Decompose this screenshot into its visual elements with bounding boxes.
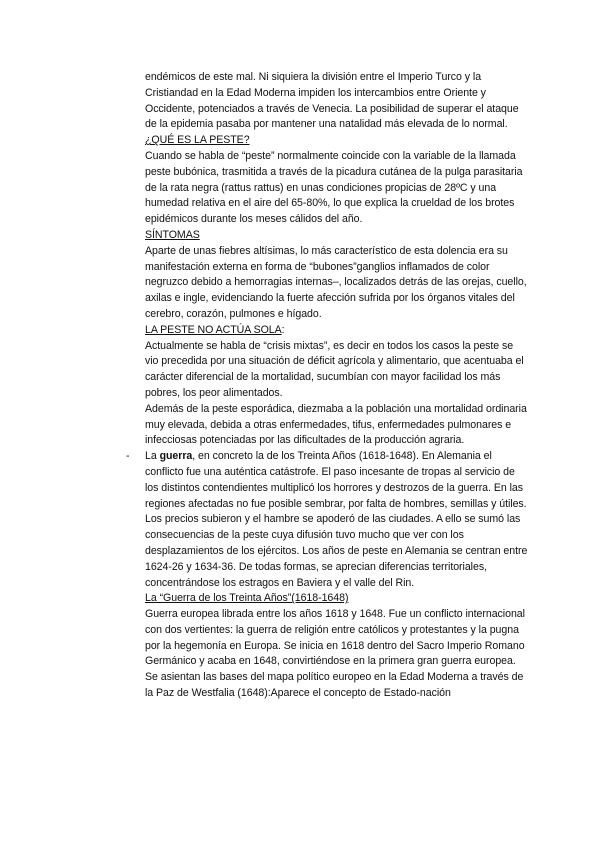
intro-paragraph: endémicos de este mal. Ni siquiera la división entre el Imperio Turco y la Cristiandad en la Edad Moderna impiden los intercambios entre Oriente y Occidente, potenciados a través de Venecia. La posibilidad de superar el ataque de la epidemia pasaba por mantener una natalidad más elevada de lo normal. — [145, 71, 519, 131]
paragraph-que-es-la-peste: Cuando se habla de “peste” normalmente coincide con la variable de la llamada peste bubónica, trasmitida a través de la picadura cutánea de la pulga parasitaria de la rata negra (rattus rattus) en unas condiciones propicias de 28ºC y una humedad relativa en el aire del 65-80%, lo que explica la crueldad de los brotes epidémicos durante los meses cálidos del año. — [145, 149, 523, 226]
heading-que-es-la-peste: ¿QUÉ ES LA PESTE? — [145, 134, 250, 147]
bullet-text: , en concreto la de los Treinta Años (1618-1648). En Alemania el conflicto fue una auténtica catástrofe. El paso incesante de tropas al servicio de los distintos contendientes multiplicó los horrores y destrozos de la guerra. En las regiones afectadas no fue posible sembrar, por falta de hombres, semillas y útiles. Los precios subieron y el hambre se apoderó de las ciudades. A ello se sumó las consecuencias de la peste cuya difusión tuvo mucho que ver con los desplazamientos de los ejércitos. Los años de peste en Alemania se centran entre 1624-26 y 1634-36. De todas formas, se aprecian diferencias territoriales, concentrándose los estragos en Baviera y el valle del Rin. — [145, 450, 528, 589]
bullet-prefix: La — [145, 450, 160, 463]
paragraph-guerra-treinta-anos: Guerra europea librada entre los años 1618 y 1648. Fue un conflicto internacional con dos vertientes: la guerra de religión entre católicos y protestantes y la pugna por la hegemonía en Europa. Se inicia en 1618 dentro del Sacro Imperio Romano Germánico y acaba en 1648, convirtiéndose en la primera gran guerra europea. Se asientan las bases del mapa político europeo en la Edad Moderna a través de la Paz de Westfalia (1648):Aparece el concepto de Estado-nación — [145, 608, 525, 700]
heading-colon: : — [281, 323, 285, 336]
paragraph-crisis-mixtas: Actualmente se habla de “crisis mixtas”, es decir en todos los casos la peste se vio precedida por una situación de déficit agrícola y alimentario, que acentuaba el carácter diferencial de la mortalidad, sucumbían con mayor facilidad los más pobres, los peor alimentados. — [145, 339, 524, 399]
document-body — [126, 70, 529, 702]
bullet-guerra — [126, 449, 529, 591]
heading-no-actua-sola: LA PESTE NO ACTÚA SOLA — [145, 323, 282, 336]
heading-no-actua-sola-line — [145, 323, 529, 339]
paragraph-sintomas: Aparte de unas fiebres altísimas, lo más característico de esta dolencia era su manifestación externa en forma de “bubones”ganglios inflamados de color negruzco debido a hemorragias internas–, localizados detrás de las orejas, cuello, axilas e ingle, evidenciando la fuerte afección sufrida por los órganos vitales del cerebro, corazón, pulmones e hígado. — [145, 244, 527, 320]
bullet-marker: - — [126, 450, 130, 463]
heading-guerra-treinta-anos: La “Guerra de los Treinta Años”(1618-1648) — [145, 592, 349, 605]
bullet-bold-word: guerra — [159, 450, 193, 463]
paragraph-peste-esporadica: Además de la peste esporádica, diezmaba a la población una mortalidad ordinaria muy elevada, debida a otras enfermedades, tifus, enfermedades pulmonares e infecciosas potenciadas por las dificultades de la producción agraria. — [145, 402, 527, 447]
heading-sintomas: SÍNTOMAS — [145, 228, 200, 241]
